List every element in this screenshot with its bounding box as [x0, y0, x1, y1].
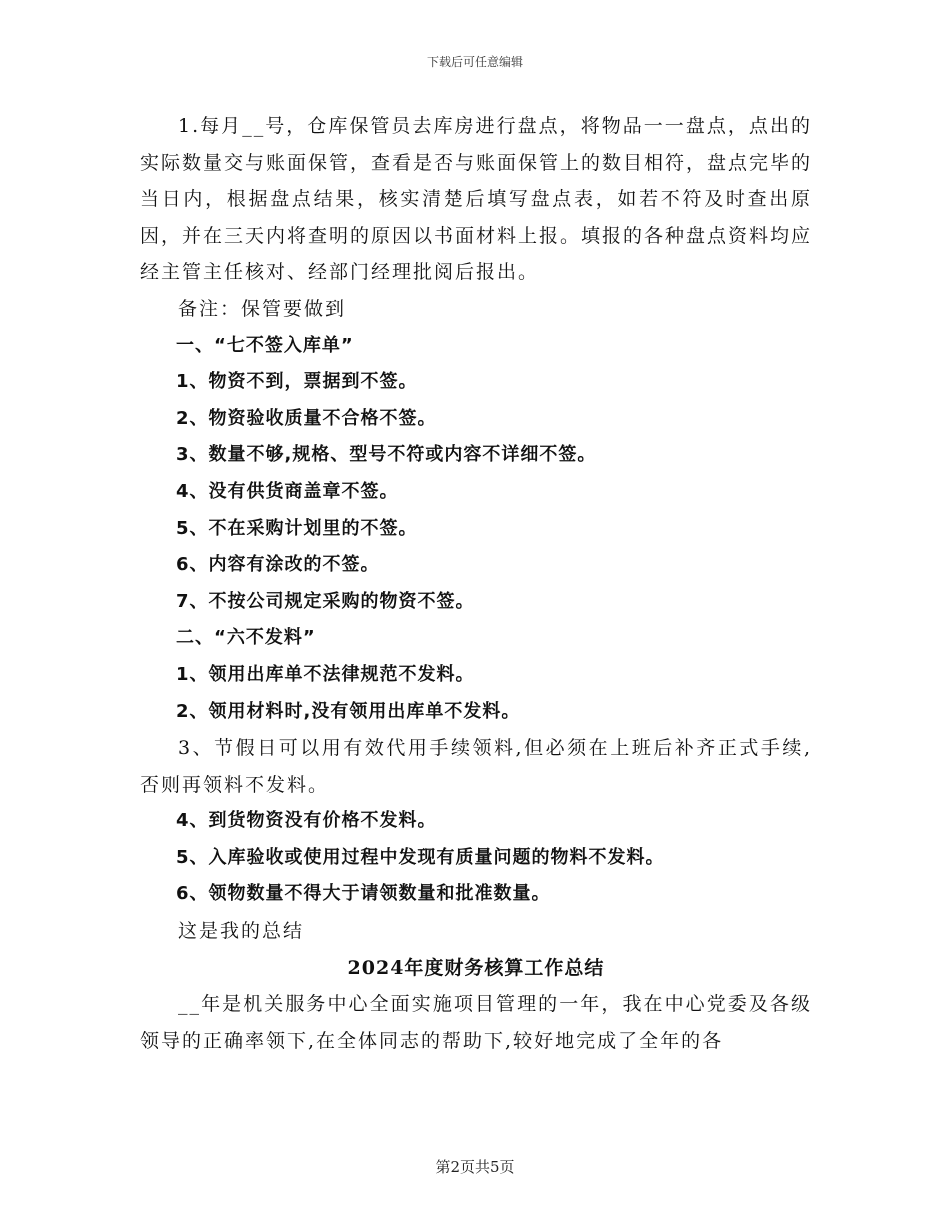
page-header-note: 下载后可任意编辑 — [426, 55, 523, 69]
section-heading-seven-rules: 一、“七不签入库单” — [176, 334, 354, 356]
list-item: 1、领用出库单不法律规范不发料。 — [176, 663, 475, 685]
remark-line: 备注：保管要做到 — [178, 297, 347, 320]
paragraph-inventory: 1.每月__号，仓库保管员去库房进行盘点，将物品一一盘点，点出的实际数量交与账面保管，查看是否与账面保管上的数目相符，盘点完毕的当日内，根据盘点结果，核实清楚后填写盘点表，如若不符及时查出原因，并在三天内将查明的原因以书面材料上报。填报的各种盘点资料均应经主管主任核对、经部门经理批阅后报出。 — [140, 115, 813, 284]
list-item: 2、物资验收质量不合格不签。 — [176, 407, 437, 429]
next-document-title: 2024年度财务核算工作总结 — [347, 956, 605, 979]
document-body — [140, 108, 812, 1059]
list-item: 5、不在采购计划里的不签。 — [176, 517, 418, 539]
list-item: 7、不按公司规定采购的物资不签。 — [176, 590, 475, 612]
list-item: 6、领物数量不得大于请领数量和批准数量。 — [176, 883, 551, 905]
list-item: 5、入库验收或使用过程中发现有质量问题的物料不发料。 — [176, 846, 665, 868]
list-item: 4、没有供货商盖章不签。 — [176, 480, 399, 502]
page-number: 第2页共5页 — [435, 1158, 515, 1176]
list-item-plain: 3、节假日可以用有效代用手续领料,但必须在上班后补齐正式手续,否则再领料不发料。 — [140, 737, 812, 796]
list-item: 3、数量不够,规格、型号不符或内容不详细不签。 — [176, 444, 597, 466]
list-item: 1、物资不到，票据到不签。 — [176, 371, 418, 393]
section-heading-six-rules: 二、“六不发料” — [176, 627, 316, 649]
list-item: 4、到货物资没有价格不发料。 — [176, 810, 437, 832]
list-item: 6、内容有涂改的不签。 — [176, 554, 380, 576]
paragraph-summary: __年是机关服务中心全面实施项目管理的一年，我在中心党委及各级领导的正确率领下,在全体同志的帮助下,较好地完成了全年的各 — [140, 993, 812, 1052]
closing-line: 这是我的总结 — [178, 920, 305, 943]
list-item: 2、领用材料时,没有领用出库单不发料。 — [176, 700, 521, 722]
